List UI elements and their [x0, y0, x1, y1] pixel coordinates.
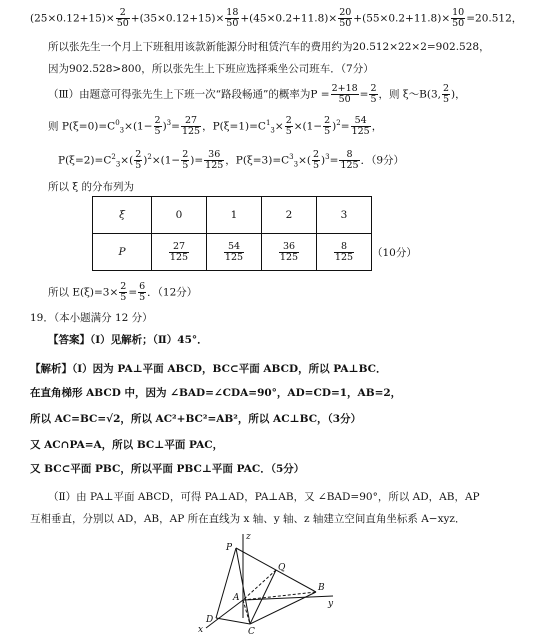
- label-z: z: [246, 532, 251, 542]
- text: ．（12分）: [147, 286, 198, 299]
- table-cell: [152, 234, 207, 271]
- solution-line-3: 所以 AC=BC=√2，所以 AC²+BC²=AB²，所以 AC⊥BC，（3分）: [30, 413, 362, 425]
- table-cell: [207, 234, 262, 271]
- sup: 2: [111, 153, 116, 161]
- numerator: 6: [139, 281, 146, 292]
- fraction: [224, 242, 244, 263]
- label-q: Q: [278, 563, 286, 573]
- denominator: 125: [334, 251, 354, 263]
- table-cell: ξ: [93, 197, 152, 234]
- table-score: （10分）: [372, 247, 417, 259]
- table-cell: 0: [152, 197, 207, 234]
- distribution-intro: 所以 ξ 的分布列为: [48, 181, 134, 193]
- numerator: 54: [224, 242, 244, 253]
- conclusion-line: 因为902.528>800，所以张先生上下班应选择乘坐公司班车．（7分）: [48, 63, 374, 75]
- text: )=: [190, 154, 204, 167]
- text: ，P(ξ=1)=C: [202, 120, 266, 133]
- text: =: [171, 120, 180, 133]
- denominator: 5: [135, 160, 142, 171]
- expected-value-line: [30, 8, 522, 29]
- fraction: [323, 116, 331, 137]
- solution-line-6: （Ⅱ）由 PA⊥平面 ABCD，可得 PA⊥AD，PA⊥AB，又 ∠BAD=90°，所以 AD，AB，AP: [48, 491, 480, 503]
- numerator: 36: [279, 242, 299, 253]
- table-row: [93, 197, 372, 234]
- text: 所以 E(ξ)=3×: [48, 286, 119, 299]
- label-d: D: [206, 615, 214, 625]
- numerator: 2: [135, 149, 142, 160]
- numerator: 2+18: [331, 83, 358, 94]
- text: ): [321, 154, 326, 167]
- probability-line: [48, 84, 466, 105]
- text: ): [143, 154, 148, 167]
- fraction: [181, 116, 201, 137]
- numerator: 36: [204, 150, 224, 161]
- edge-dc: [216, 618, 250, 624]
- expectation-line: [48, 282, 197, 303]
- sub: 3: [115, 160, 121, 169]
- fraction: [225, 8, 239, 29]
- sup: 3: [289, 153, 294, 161]
- sub: 3: [270, 126, 275, 135]
- denominator: 5: [324, 126, 331, 137]
- denominator: 50: [452, 18, 465, 29]
- text: ×(1−: [124, 120, 153, 133]
- denominator: 5: [182, 160, 189, 171]
- term-2: +(35×0.12+15)×: [130, 12, 225, 25]
- text: ．（9分）: [360, 154, 405, 167]
- text: P(ξ=2)=C: [58, 154, 112, 167]
- denominator: 125: [169, 251, 189, 263]
- denominator: 125: [205, 160, 224, 171]
- numerator: 2: [182, 149, 189, 160]
- text: ): [332, 120, 337, 133]
- text: （Ⅲ）由题意可得张先生上下班一次“路段畅通”的概率为P =: [48, 88, 330, 101]
- solution-line-4: 又 AC∩PA=A，所以 BC⊥平面 PAC，: [30, 439, 224, 451]
- numerator: 2: [313, 149, 320, 160]
- fraction: [442, 84, 450, 105]
- sup: 1: [265, 119, 271, 127]
- label-y: y: [328, 599, 334, 609]
- term-3: +(45×0.2+11.8)×: [240, 12, 338, 25]
- numerator: 2: [285, 115, 292, 126]
- sup: 0: [115, 119, 120, 127]
- result: =20.512，: [466, 12, 523, 25]
- text: ，P(ξ=3)=C: [225, 154, 290, 167]
- edge-qa: [243, 570, 276, 600]
- numerator: 2: [120, 281, 127, 292]
- distribution-table: [92, 196, 372, 271]
- numerator: 2: [116, 8, 130, 19]
- fraction: [285, 116, 293, 137]
- denominator: 5: [285, 126, 292, 137]
- edge-cb: [250, 592, 316, 624]
- label-b: B: [318, 583, 325, 593]
- denominator: 125: [351, 126, 370, 137]
- label-p: P: [226, 543, 233, 553]
- text: =: [340, 120, 350, 133]
- label-c: C: [248, 627, 255, 634]
- fraction: [312, 150, 320, 171]
- denominator: 125: [279, 251, 299, 263]
- numerator: 8: [339, 150, 359, 161]
- sub: 3: [293, 160, 299, 169]
- exp: 3: [325, 153, 330, 161]
- text: )，: [451, 88, 466, 101]
- solution-line-2: 在直角梯形 ABCD 中，因为 ∠BAD=∠CDA=90°，AD=CD=1，AB=2，: [30, 387, 402, 399]
- table-row: [93, 234, 372, 271]
- fraction: [369, 84, 377, 105]
- fraction: [181, 150, 189, 171]
- label-a: A: [233, 593, 240, 603]
- fraction: [154, 116, 162, 137]
- numerator: 54: [351, 116, 371, 127]
- table-cell: [262, 234, 317, 271]
- cost-line: 所以张先生一个月上下班租用该款新能源分时租赁汽车的费用约为20.512×22×2=902.528，: [48, 41, 490, 53]
- fraction: [119, 282, 127, 303]
- exp: 2: [147, 153, 152, 161]
- term-1: (25×0.12+15)×: [30, 12, 115, 25]
- text: =: [359, 88, 369, 101]
- denominator: 50: [338, 94, 351, 105]
- denominator: 125: [224, 251, 244, 263]
- solution-line-1: 【解析】（Ⅰ）因为 PA⊥平面 ABCD，BC⊂平面 ABCD，所以 PA⊥BC．: [30, 363, 387, 375]
- text: ×(: [120, 154, 134, 167]
- text: 则 P(ξ=0)=C: [48, 120, 116, 133]
- fraction: [351, 116, 371, 137]
- numerator: 2: [154, 115, 161, 126]
- denominator: 5: [313, 160, 320, 171]
- text: ×(1−: [293, 120, 323, 133]
- text: ×: [274, 120, 284, 133]
- table-cell: 3: [317, 197, 372, 234]
- table-cell: P: [93, 234, 152, 271]
- denominator: 5: [442, 94, 450, 105]
- table-cell: [317, 234, 372, 271]
- text: ): [162, 120, 167, 133]
- p2-p3-line: [58, 150, 404, 172]
- denominator: 50: [339, 18, 352, 29]
- p0-p1-line: [48, 116, 382, 138]
- denominator: 5: [139, 292, 146, 303]
- edge-qc: [250, 570, 276, 624]
- text: =: [128, 286, 138, 299]
- fraction: [334, 242, 354, 263]
- question-19-heading: 19．（本小题满分 12 分）: [30, 312, 153, 324]
- fraction: [279, 242, 299, 263]
- fraction: [339, 150, 359, 171]
- numerator: 20: [339, 7, 352, 18]
- numerator: 8: [334, 242, 354, 253]
- fraction: [134, 150, 142, 171]
- numerator: 27: [181, 116, 201, 127]
- solution-line-5: 又 BC⊂平面 PBC，所以平面 PBC⊥平面 PAC．（5分）: [30, 463, 305, 475]
- fraction: [331, 84, 359, 105]
- denominator: 125: [340, 160, 359, 171]
- denominator: 5: [154, 126, 161, 137]
- fraction: [204, 150, 224, 171]
- denominator: 50: [116, 18, 129, 29]
- text: ，则 ξ～B(3,: [378, 88, 441, 101]
- numerator: 2: [324, 115, 331, 126]
- denominator: 50: [226, 18, 239, 29]
- numerator: 2: [442, 83, 450, 94]
- fraction: [169, 242, 189, 263]
- numerator: 18: [226, 7, 239, 18]
- denominator: 5: [370, 94, 377, 105]
- pyramid-figure: [188, 530, 348, 634]
- solution-line-7: 互相垂直，分别以 AD，AB，AP 所在直线为 x 轴、y 轴、z 轴建立空间直角坐标系 A−xyz．: [30, 513, 466, 525]
- text: ，: [371, 120, 383, 133]
- text: ×(: [298, 154, 311, 167]
- term-4: +(55×0.2+11.8)×: [353, 12, 451, 25]
- text: =: [329, 154, 339, 167]
- table-cell: 2: [262, 197, 317, 234]
- exp: 3: [166, 119, 172, 127]
- fraction: [451, 8, 465, 29]
- fraction: [338, 8, 352, 29]
- text: ×(1−: [151, 154, 181, 167]
- denominator: 125: [181, 126, 201, 137]
- y-axis: [243, 596, 333, 600]
- fraction: [116, 8, 130, 29]
- label-x: x: [198, 625, 204, 634]
- exp: 2: [336, 119, 341, 127]
- numerator: 2: [370, 83, 377, 94]
- fraction: [138, 282, 146, 303]
- answer-line: 【答案】（Ⅰ）见解析；（Ⅱ）45°．: [48, 334, 208, 346]
- denominator: 5: [120, 292, 127, 303]
- sub: 3: [119, 126, 125, 135]
- numerator: 27: [169, 242, 189, 253]
- numerator: 10: [452, 7, 465, 18]
- table-cell: 1: [207, 197, 262, 234]
